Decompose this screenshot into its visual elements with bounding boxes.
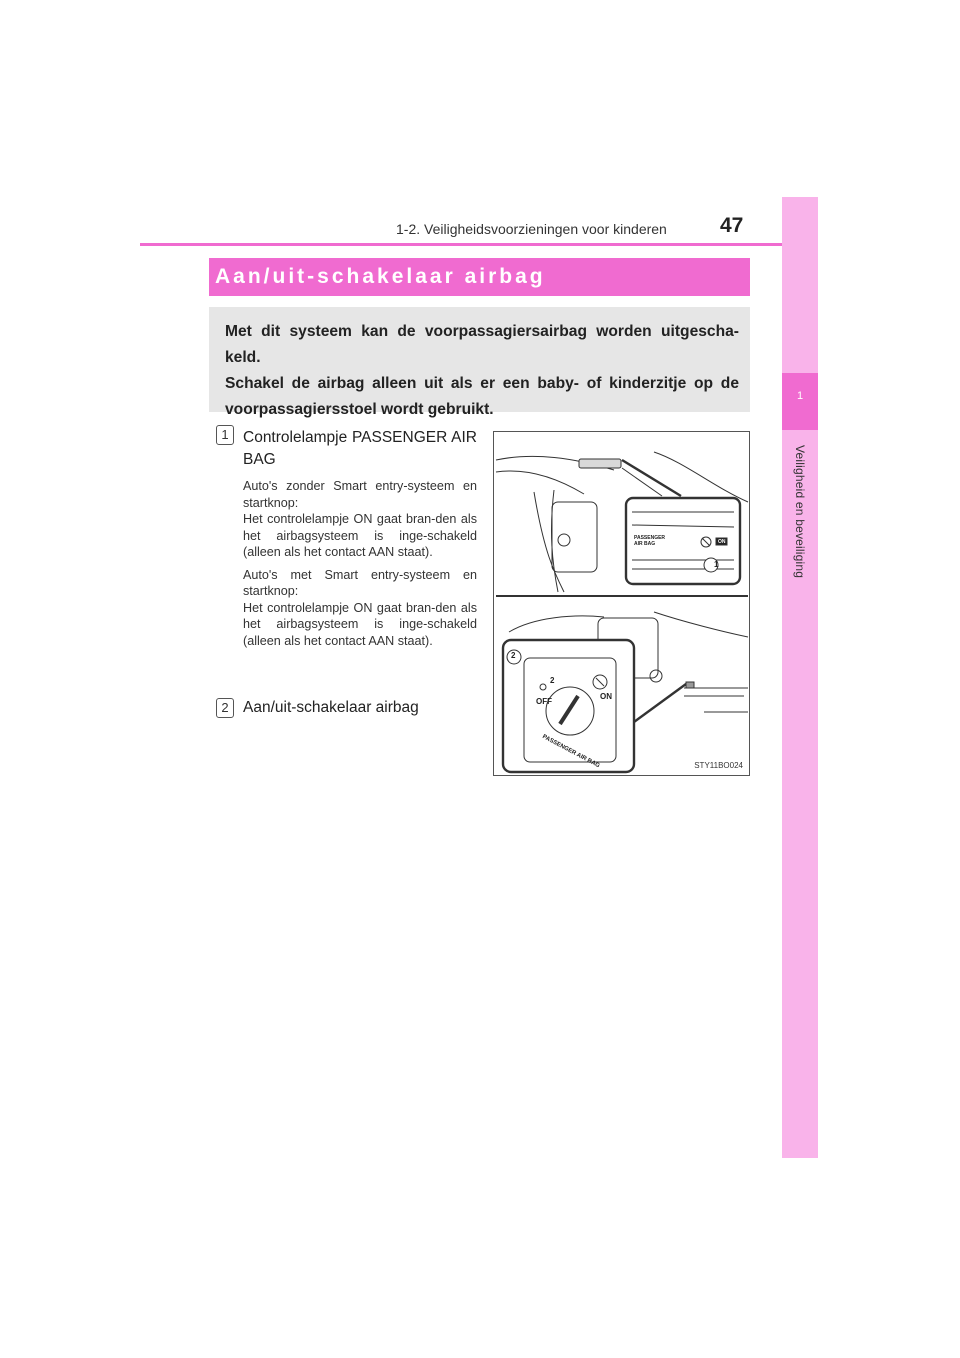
item-paragraph: Auto's met Smart entry-systeem en startknop: Het controlelampje ON gaat bran-den als het airbagsysteem is inge-schakeld (alleen als het contact AAN staat). <box>243 567 477 648</box>
switch-person-count: 2 <box>550 676 555 685</box>
illustration-drawing <box>494 432 751 777</box>
indicator-on-lamp: ON <box>718 539 726 545</box>
figure-caption: STY11BO024 <box>694 761 743 770</box>
item-paragraph: Auto's zonder Smart entry-systeem en startknop: Het controlelampje ON gaat bran-den als het airbagsysteem is inge-schakeld (alleen als het contact AAN staat). <box>243 479 477 559</box>
item-title: Controlelampje PASSENGER AIR BAG <box>243 429 477 468</box>
item-number-badge: 1 <box>216 425 234 445</box>
chapter-label: Veiligheid en beveiliging <box>793 445 807 579</box>
chapter-number: 1 <box>796 390 804 402</box>
running-header: 1-2. Veiligheidsvoorzieningen voor kinderen <box>396 221 667 237</box>
callout-1: 1 <box>714 560 719 569</box>
intro-paragraph: Schakel de airbag alleen uit als er een baby- of kinderzitje op de voorpassagiersstoel wordt gebruikt. <box>225 375 739 418</box>
item-number-badge: 2 <box>216 698 234 718</box>
chapter-side-tab <box>782 197 818 1158</box>
item-body <box>243 478 477 655</box>
intro-box <box>209 307 750 418</box>
intro-paragraph: Met dit systeem kan de voorpassagiersairbag worden uitgescha-keld. <box>225 323 739 366</box>
switch-text: PASSENGER AIR BAG <box>541 734 601 770</box>
page-number: 47 <box>720 214 744 237</box>
item-title: Aan/uit-schakelaar airbag <box>243 699 419 716</box>
callout-2: 2 <box>511 651 516 660</box>
header-rule <box>140 243 818 246</box>
indicator-label: PASSENGER AIR BAG <box>634 535 666 547</box>
switch-on-label: ON <box>600 692 612 701</box>
section-title: Aan/uit-schakelaar airbag <box>209 258 750 296</box>
switch-off-label: OFF <box>536 697 552 706</box>
dashboard-illustration <box>493 431 750 776</box>
